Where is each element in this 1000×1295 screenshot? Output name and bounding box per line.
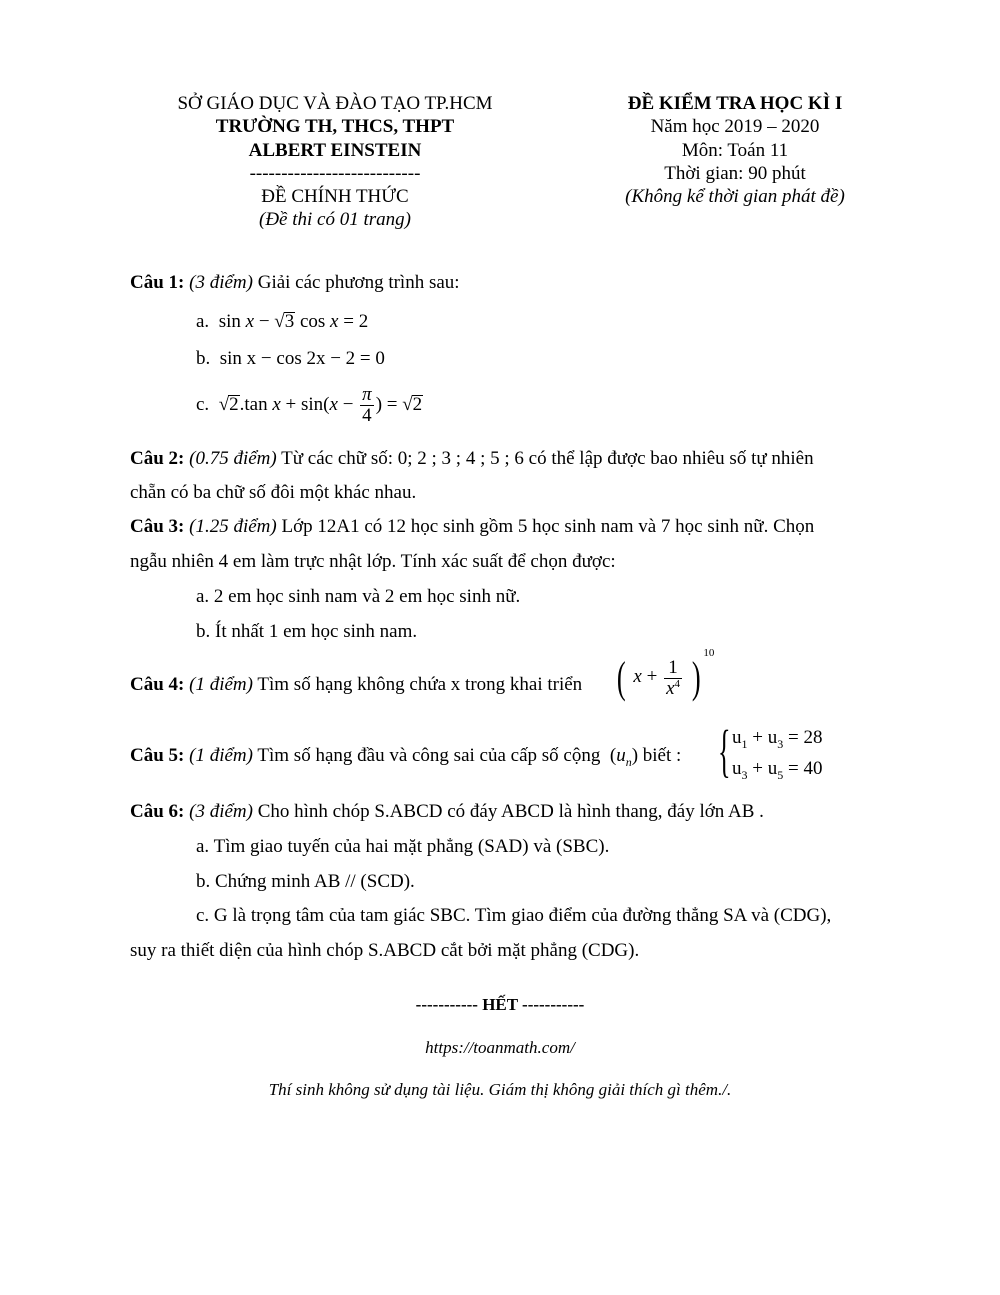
- question-2-text-2: chẵn có ba chữ số đôi một khác nhau.: [130, 482, 417, 503]
- question-2-text-1: Từ các chữ số: 0; 2 ; 3 ; 4 ; 5 ; 6 có thể lập được bao nhiêu số tự nhiên: [281, 448, 814, 469]
- question-6-part-a: a. Tìm giao tuyến của hai mặt phẳng (SAD) và (SBC).: [196, 836, 610, 857]
- end-marker: ----------- HẾT -----------: [415, 995, 585, 1014]
- question-3-points: (1.25 điểm): [189, 516, 277, 537]
- question-6-part-b: b. Chứng minh AB // (SCD).: [196, 871, 415, 892]
- page-count-note: (Đề thi có 01 trang): [259, 209, 411, 230]
- question-1-points: (3 điểm): [189, 272, 253, 293]
- equation-1b: [196, 348, 385, 370]
- question-6-part-c-line2: suy ra thiết diện của hình chóp S.ABCD cắt bởi mặt phẳng (CDG).: [130, 940, 640, 961]
- equation-1c: c. √2.tan x + sin(x − $\frac{\pi}{4}$ ) = √2: [196, 384, 423, 426]
- question-6-points: (3 điểm): [189, 801, 253, 822]
- question-2-line1: [130, 448, 814, 470]
- question-3-part-a: a. 2 em học sinh nam và 2 em học sinh nữ.: [196, 586, 521, 607]
- question-3-label: Câu 3:: [130, 516, 185, 537]
- question-4-heading: [130, 674, 582, 696]
- question-4-label: Câu 4:: [130, 674, 185, 695]
- subject: Môn: Toán 11: [681, 140, 789, 161]
- duration-note: (Không kể thời gian phát đề): [625, 186, 845, 207]
- question-5-label: Câu 5:: [130, 745, 185, 766]
- question-5-tail: biết :: [642, 745, 682, 766]
- question-5-heading: Câu 5: (1 điểm) Tìm số hạng đầu và công sai của cấp số cộng $(u_n)$ biết :: [130, 745, 682, 769]
- candidate-note: Thí sinh không sử dụng tài liệu. Giám thị không giải thích gì thêm./.: [268, 1080, 732, 1099]
- question-1-heading: [130, 272, 460, 294]
- system-equation-1: $u_1 + u_3 = 28$: [732, 727, 823, 751]
- question-2-points: (0.75 điểm): [189, 448, 277, 469]
- binomial-expression: ( x + $\frac{1}{x^4}$ ) $^{10}$: [616, 647, 715, 702]
- question-3-text-1: Lớp 12A1 có 12 học sinh gồm 5 học sinh nam và 7 học sinh nữ. Chọn: [281, 516, 815, 537]
- pi-over-4-fraction: $\frac{\pi}{4}$: [362, 384, 372, 426]
- exam-title: ĐỀ KIỂM TRA HỌC KÌ I: [627, 93, 843, 114]
- school-year: Năm học 2019 – 2020: [650, 116, 820, 137]
- department-name: SỞ GIÁO DỤC VÀ ĐÀO TẠO TP.HCM: [177, 93, 493, 114]
- duration: Thời gian: 90 phút: [664, 163, 806, 184]
- question-4-points: (1 điểm): [189, 674, 253, 695]
- question-3-part-b: b. Ít nhất 1 em học sinh nam.: [196, 621, 418, 642]
- system-brace: {: [718, 718, 731, 783]
- question-6-label: Câu 6:: [130, 801, 185, 822]
- equation-1c-label: c.: [196, 393, 210, 415]
- system-equation-2: $u_3 + u_5 = 40$: [732, 758, 823, 782]
- question-6-heading: [130, 801, 764, 823]
- header-divider: ---------------------------: [249, 163, 421, 184]
- question-2-label: Câu 2:: [130, 448, 185, 469]
- equation-1a-label: a.: [196, 311, 210, 332]
- equation-2-rhs: 40: [803, 758, 823, 779]
- question-6-text: Cho hình chóp S.ABCD có đáy ABCD là hình thang, đáy lớn AB .: [257, 801, 764, 822]
- one-over-x4-fraction: $\frac{1}{x^4}$: [666, 657, 680, 700]
- question-1-text: Giải các phương trình sau:: [257, 272, 460, 293]
- source-url[interactable]: https://toanmath.com/: [425, 1038, 575, 1057]
- question-3-text-2: ngẫu nhiên 4 em làm trực nhật lớp. Tính xác suất để chọn được:: [130, 551, 616, 572]
- question-5-text: Tìm số hạng đầu và công sai của cấp số cộng: [257, 745, 601, 766]
- question-5-points: (1 điểm): [189, 745, 253, 766]
- school-name-line2: ALBERT EINSTEIN: [248, 140, 422, 161]
- question-3-line1: [130, 516, 814, 538]
- equation-1b-expression: sin x − cos 2x − 2 = 0: [219, 348, 385, 369]
- equation-1b-label: b.: [196, 348, 211, 369]
- question-4-text: Tìm số hạng không chứa x trong khai triển: [257, 674, 583, 695]
- equation-1-rhs: 28: [803, 727, 823, 748]
- official-exam-label: ĐỀ CHÍNH THỨC: [261, 186, 409, 207]
- school-name-line1: TRƯỜNG TH, THCS, THPT: [215, 116, 455, 137]
- question-6-part-c-line1: c. G là trọng tâm của tam giác SBC. Tìm giao điểm của đường thẳng SA và (CDG),: [196, 905, 832, 926]
- question-1-label: Câu 1:: [130, 272, 185, 293]
- equation-1a: a. sin x − √3 cos x = 2: [196, 311, 369, 332]
